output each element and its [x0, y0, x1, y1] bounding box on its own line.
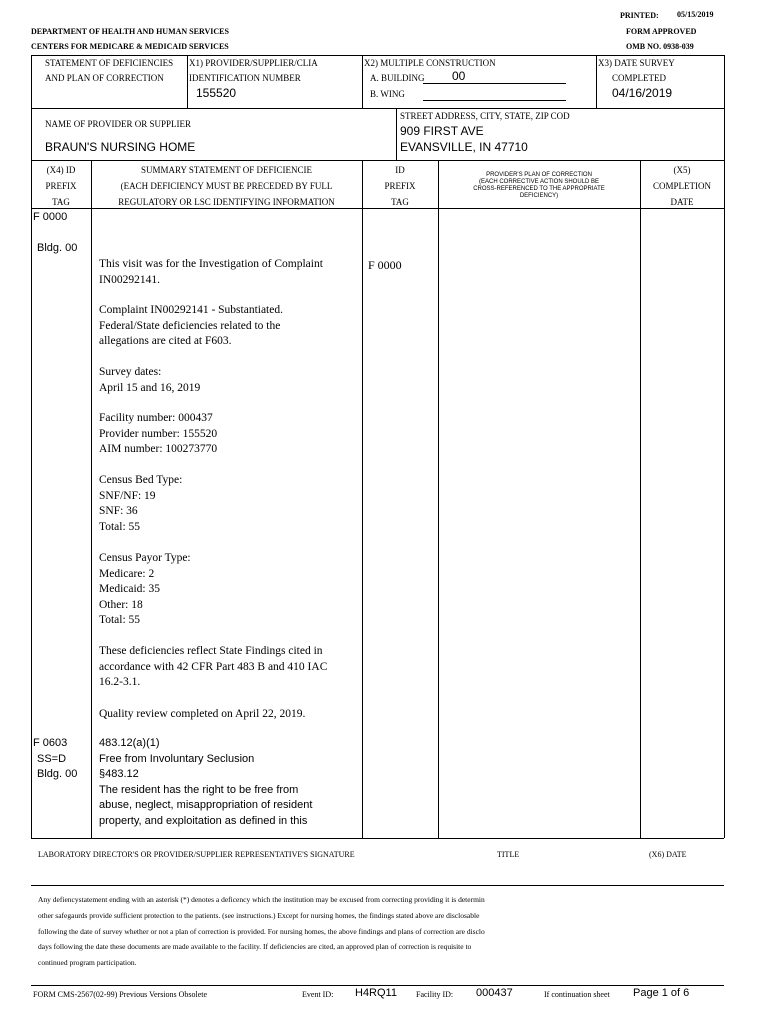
page-number: Page 1 of 6: [633, 987, 690, 999]
centers-title: CENTERS FOR MEDICARE & MEDICAID SERVICES: [31, 42, 229, 51]
completion-label: COMPLETION: [653, 181, 711, 191]
facility-id-value: 000437: [476, 987, 513, 999]
summary-note2: REGULATORY OR LSC IDENTIFYING INFORMATION: [118, 197, 335, 207]
plan-label: AND PLAN OF CORRECTION: [45, 73, 164, 83]
f603-text: 483.12(a)(1) Free from Involuntary Seclusion §483.12 The resident has the right to be free from abuse, neglect, misappropriation of resident property, and exploitation as defined in this: [99, 737, 313, 827]
id-prefix-label: PREFIX: [384, 181, 416, 191]
form-number: FORM CMS-2567(02-99) Previous Versions Obsolete: [33, 990, 208, 999]
summary-note1: (EACH DEFICIENCY MUST BE PRECEDED BY FULL: [120, 181, 333, 191]
disclaimer-line: days following the date these documents are made available to the facility. If deficiencies are cited, an approved plan of correction is requisite to: [38, 942, 472, 951]
tag-f0603: F 0603: [33, 737, 68, 749]
provider-id-label: X1) PROVIDER/SUPPLIER/CLIA: [189, 58, 318, 68]
signature-label: LABORATORY DIRECTOR'S OR PROVIDER/SUPPLIER REPRESENTATIVE'S SIGNATURE: [38, 850, 355, 859]
building-value: 00: [452, 69, 466, 83]
printed-date: 05/15/2019: [677, 10, 714, 19]
x4-tag-label: TAG: [52, 197, 70, 207]
form-approved: FORM APPROVED: [626, 27, 697, 36]
plan-label-2: (EACH CORRECTIVE ACTION SHOULD BE: [478, 179, 600, 185]
plan-label-1: PROVIDER'S PLAN OF CORRECTION: [486, 172, 592, 178]
x5-label: (X5): [673, 165, 691, 175]
x4-prefix-label: PREFIX: [45, 181, 77, 191]
provider-name-label: NAME OF PROVIDER OR SUPPLIER: [45, 119, 192, 129]
paragraph-facility: Facility number: 000437 Provider number: 155520 AIM number: 100273770: [99, 412, 218, 456]
scope-severity: SS=D: [37, 753, 67, 765]
date-survey-label: X3) DATE SURVEY: [598, 58, 675, 68]
paragraph-state-findings: These deficiencies reflect State Findings cited in accordance with 42 CFR Part 483 B and 410 IAC 16.2-3.1.: [99, 645, 328, 689]
address-line2: EVANSVILLE, IN 47710: [400, 140, 528, 154]
omb-number: OMB NO. 0938-039: [626, 42, 694, 51]
facility-id-label: Facility ID:: [416, 990, 454, 999]
completion-date-label: DATE: [670, 197, 694, 207]
bldg-00-f603: Bldg. 00: [37, 768, 78, 780]
plan-label-4: DEFICIENCY): [519, 193, 559, 199]
provider-id-value: 155520: [196, 86, 237, 100]
id-label: ID: [395, 165, 405, 175]
paragraph-payor-type: Census Payor Type: Medicare: 2 Medicaid: 35 Other: 18 Total: 55: [99, 552, 191, 627]
event-id-label: Event ID:: [302, 990, 334, 999]
paragraph-survey-dates: Survey dates: April 15 and 16, 2019: [99, 366, 201, 394]
completed-label: COMPLETED: [612, 73, 666, 83]
id-tag-label: TAG: [391, 197, 409, 207]
tag-f0000: F 0000: [33, 211, 68, 223]
address-line1: 909 FIRST AVE: [400, 124, 484, 138]
summary-label: SUMMARY STATEMENT OF DEFICIENCIE: [140, 165, 313, 175]
paragraph-quality-review: Quality review completed on April 22, 2019.: [99, 708, 306, 720]
bldg-00: Bldg. 00: [37, 242, 78, 254]
disclaimer-line: following the date of survey whether or not a plan of correction is provided. For nursing homes, the above findings and plans of correction are disclo: [38, 927, 485, 936]
provider-name-value: BRAUN'S NURSING HOME: [45, 140, 196, 154]
statement-label: STATEMENT OF DEFICIENCIES: [45, 58, 174, 68]
id-tag-f0000: F 0000: [368, 258, 402, 272]
identification-label: IDENTIFICATION NUMBER: [189, 73, 301, 83]
disclaimer-line: continued program participation.: [38, 958, 137, 967]
disclaimer-line: other safegaurds provide sufficient protection to the patients. (see instructions.) Except for nursing homes, the findings stated above are disclosable: [38, 911, 480, 920]
plan-label-3: CROSS-REFERENCED TO THE APPROPRIATE: [473, 186, 605, 192]
disclaimer-line: Any defiencystatement ending with an asterisk (*) denotes a deficency which the institution may be excused from correcting providing it is determin: [38, 895, 485, 904]
wing-label: B. WING: [370, 89, 405, 99]
x6-date-label: (X6) DATE: [649, 850, 687, 859]
paragraph-complaint: Complaint IN00292141 - Substantiated. Federal/State deficiencies related to the allegations are cited at F603.: [99, 304, 283, 348]
continuation-label: If continuation sheet: [544, 990, 610, 999]
x4-id-label: (X4) ID: [46, 165, 76, 175]
multiple-construction-label: X2) MULTIPLE CONSTRUCTION: [364, 58, 496, 68]
paragraph-visit: This visit was for the Investigation of Complaint IN00292141.: [99, 258, 323, 286]
title-label: TITLE: [497, 850, 520, 859]
printed-label: PRINTED:: [620, 11, 659, 20]
survey-date-value: 04/16/2019: [612, 86, 673, 100]
department-title: DEPARTMENT OF HEALTH AND HUMAN SERVICES: [31, 27, 229, 36]
street-address-label: STREET ADDRESS, CITY, STATE, ZIP COD: [400, 111, 570, 121]
event-id-value: H4RQ11: [355, 987, 397, 999]
paragraph-bed-type: Census Bed Type: SNF/NF: 19 SNF: 36 Total: 55: [99, 474, 183, 533]
building-label: A. BUILDING: [370, 73, 425, 83]
